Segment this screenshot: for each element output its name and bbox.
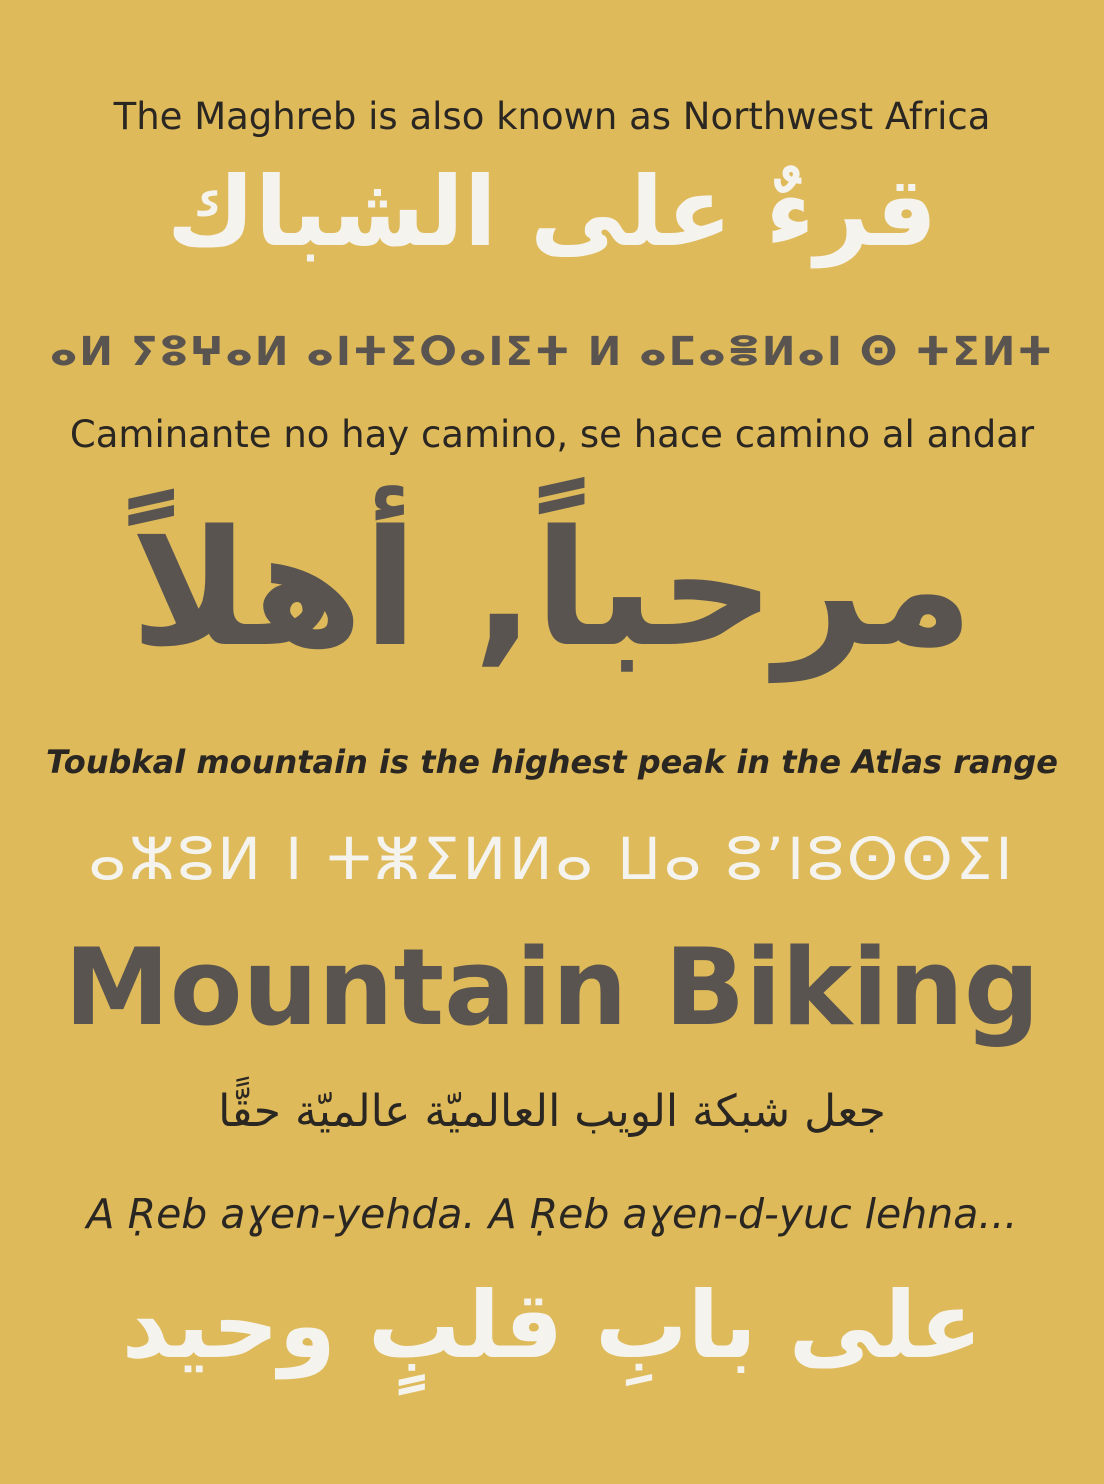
specimen-line-mountain-biking: Mountain Biking	[64, 926, 1040, 1049]
specimen-line-english-maghreb: The Maghreb is also known as Northwest Africa	[113, 95, 991, 138]
specimen-line-arabic-web: جعل شبكة الويب العالميّة عالميّة حقًّا	[218, 1086, 886, 1137]
specimen-line-arabic-heart: على بابِ قلبٍ وحيد	[121, 1272, 983, 1379]
specimen-line-tifinagh-bold: ⴰⵍ ⵢⵓⵖⴰⵍ ⴰⵏⵜⵉⵔⴰⵏⵉⵜ ⵍ ⴰⵎⴰⴻⵍⴰⵏ ⵙ ⵜⵉⵍⵜ	[49, 329, 1055, 375]
specimen-line-tifinagh-light: ⴰⵣⵓⵍ ⵏ ⵜⵥⵉⵍⵍⴰ ⵡⴰ ⵓ’ⵏⵓⵙⵙⵉⵏ	[88, 825, 1016, 893]
specimen-line-arabic-marhaba: مرحباً, أهلاً	[130, 495, 974, 682]
specimen-line-spanish-caminante: Caminante no hay camino, se hace camino al andar	[69, 413, 1035, 456]
specimen-line-arabic-window: قرءٌ على الشباك	[166, 156, 938, 268]
specimen-line-kabyle-italic: A Ṛeb aɣen-yehda. A Ṛeb aɣen-d-yuc lehna...	[86, 1190, 1018, 1238]
specimen-line-english-toubkal: Toubkal mountain is the highest peak in the Atlas range	[46, 743, 1058, 781]
